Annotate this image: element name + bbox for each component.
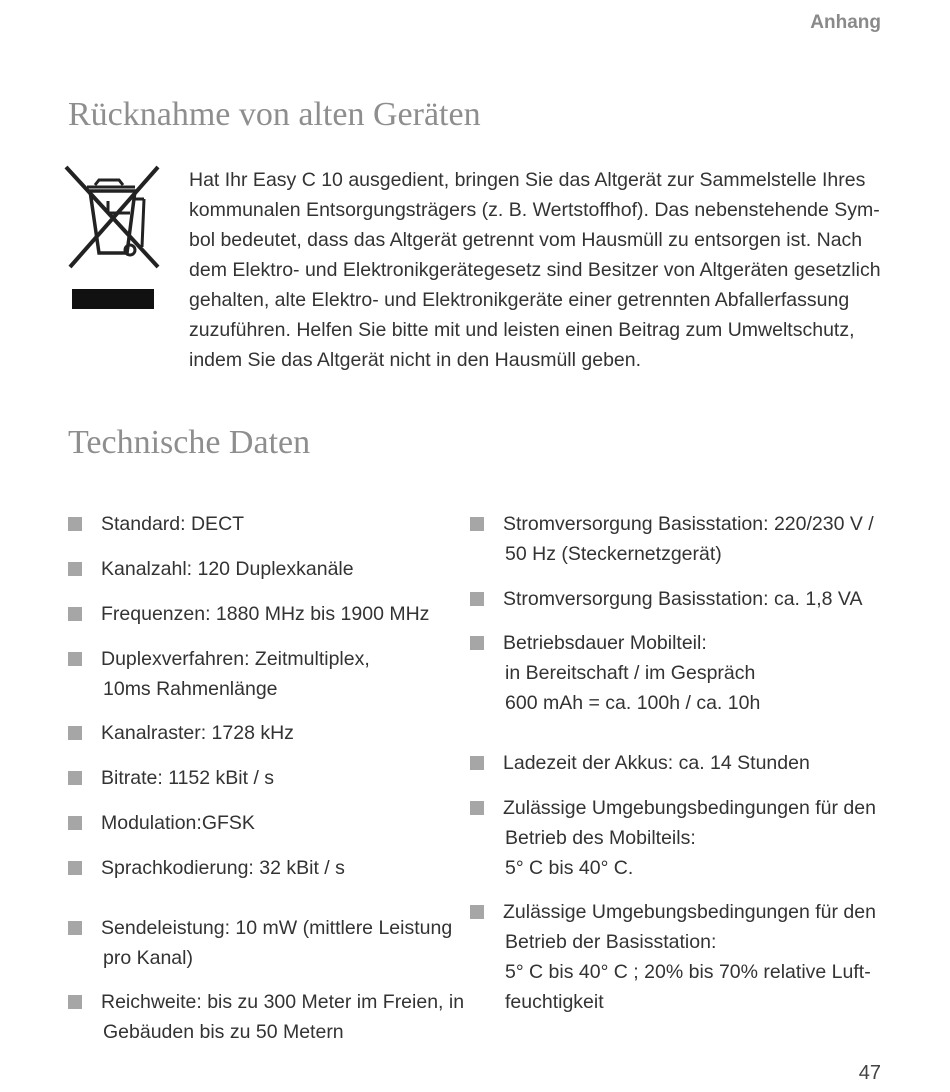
spec-line: Reichweite: bis zu 300 Meter im Freien, in [101,991,465,1013]
bullet-square [68,607,82,621]
spec-line: Ladezeit der Akkus: ca. 14 Stunden [503,752,810,774]
spec-line: 600 mAh = ca. 100h / ca. 10h [505,692,761,714]
crossed-out-wheelie-bin-icon [62,163,164,311]
spec-line: Betrieb der Basisstation: [505,931,717,953]
spec-line: Sprachkodierung: 32 kBit / s [101,857,345,879]
paragraph-line: gehalten, alte Elektro- und Elektronikgeräte einer getrennten Abfallerfassung [189,289,850,311]
spec-line: 50 Hz (Steckernetzgerät) [505,543,722,565]
spec-line: Kanalzahl: 120 Duplexkanäle [101,558,354,580]
spec-line: Standard: DECT [101,513,245,535]
spec-line: Zulässige Umgebungsbedingungen für den [503,901,876,923]
paragraph-line: Hat Ihr Easy C 10 ausgedient, bringen Sie das Altgerät zur Sammelstelle Ihres [189,169,866,191]
spec-line: Betrieb des Mobilteils: [505,827,696,849]
spec-line: 5° C bis 40° C. [505,857,634,879]
bullet-square [68,771,82,785]
heading-technische-daten: Technische Daten [68,424,311,461]
bullet-square [68,517,82,531]
bullet-square [470,756,484,770]
spec-line: Sendeleistung: 10 mW (mittlere Leistung [101,917,453,939]
spec-line: Betriebsdauer Mobilteil: [503,632,707,654]
bullet-square [470,636,484,650]
spec-line: feuchtigkeit [505,991,604,1013]
bullet-square [68,726,82,740]
bullet-square [68,995,82,1009]
paragraph-line: bol bedeutet, dass das Altgerät getrennt vom Hausmüll zu entsorgen ist. Nach [189,229,863,251]
bullet-square [68,921,82,935]
spec-line: 10ms Rahmenlänge [103,678,278,700]
spec-line: Stromversorgung Basisstation: 220/230 V / [503,513,874,535]
spec-line: Modulation:GFSK [101,812,255,834]
spec-line: Kanalraster: 1728 kHz [101,722,294,744]
spec-line: in Bereitschaft / im Gespräch [505,662,756,684]
bullet-square [68,816,82,830]
spec-line: Duplexverfahren: Zeitmultiplex, [101,648,370,670]
spec-line: Stromversorgung Basisstation: ca. 1,8 VA [503,588,863,610]
spec-line: pro Kanal) [103,947,193,969]
bullet-square [68,652,82,666]
spec-line: Gebäuden bis zu 50 Metern [103,1021,344,1043]
paragraph-line: indem Sie das Altgerät nicht in den Hausmüll geben. [189,349,642,371]
bullet-square [470,801,484,815]
bullet-square [68,861,82,875]
bullet-square [68,562,82,576]
section-label: Anhang [810,12,881,33]
spec-line: Frequenzen: 1880 MHz bis 1900 MHz [101,603,430,625]
bullet-square [470,592,484,606]
paragraph-line: dem Elektro- und Elektronikgerätegesetz sind Besitzer von Altgeräten gesetzlich [189,259,881,281]
paragraph-line: kommunalen Entsorgungsträgers (z. B. Wertstoffhof). Das nebenstehende Sym- [189,199,880,221]
bullet-square [470,517,484,531]
paragraph-line: zuzuführen. Helfen Sie bitte mit und leisten einen Beitrag zum Umweltschutz, [189,319,855,341]
ruecknahme-paragraph [189,165,889,375]
bullet-square [470,905,484,919]
spec-line: 5° C bis 40° C ; 20% bis 70% relative Luft- [505,961,871,983]
spec-line: Bitrate: 1152 kBit / s [101,767,275,789]
page-number: 47 [858,1062,881,1084]
spec-line: Zulässige Umgebungsbedingungen für den [503,797,876,819]
heading-ruecknahme: Rücknahme von alten Geräten [68,96,481,133]
